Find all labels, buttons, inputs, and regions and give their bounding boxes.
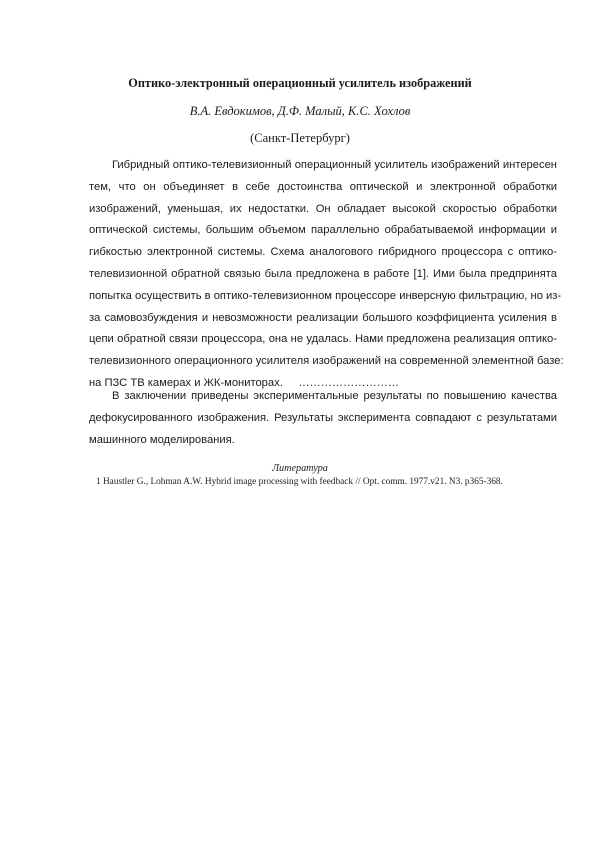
paragraph-line: телевизионной обратной связью была предложена в работе [1]. Ими была предпринята xyxy=(89,267,557,280)
reference-item: 1 Haustler G., Lohman A.W. Hybrid image processing with feedback // Opt. comm. 1977.v21. N3. p365-368. xyxy=(96,477,503,487)
paragraph-line: попытка осуществить в оптико-телевизионном процессоре инверсную фильтрацию, но из- xyxy=(89,289,562,302)
paragraph-line: изображений, уменьшая, их недостатки. Он обладает высокой скоростью обработки xyxy=(89,202,557,215)
paper-authors: В.А. Евдокимов, Д.Ф. Малый, К.С. Хохлов xyxy=(189,104,411,118)
paper-title: Оптико-электронный операционный усилитель изображений xyxy=(128,76,472,90)
paragraph-line: цепи обратной связи процессора, она не удалась. Нами предложена реализация оптико- xyxy=(89,333,557,346)
paragraph-line: дефокусированного изображения. Результаты эксперимента совпадают с результатами xyxy=(89,411,557,424)
paragraph-line: телевизионного операционного усилителя изображений на современной элементной базе: xyxy=(89,355,564,368)
paragraph-line: машинного моделирования. xyxy=(89,433,235,446)
paragraph-line: на ПЗС ТВ камерах и ЖК-мониторах. ……………………… xyxy=(89,376,400,389)
paragraph-line: оптической системы, большим объемом параллельно обрабатываемой информации и xyxy=(89,224,557,237)
paragraph-line: гибкостью электронной системы. Схема аналогового гибридного процессора с оптико- xyxy=(89,246,557,259)
paper-affiliation: (Санкт-Петербург) xyxy=(250,131,350,145)
paragraph-line: Гибридный оптико-телевизионный операционный усилитель изображений интересен xyxy=(112,159,557,171)
paragraph-line: В заключении приведены экспериментальные результаты по повышению качества xyxy=(112,390,557,402)
paragraph-line: тем, что он объединяет в себе достоинства оптической и электронной обработки xyxy=(89,180,557,193)
paragraph-line: за самовозбуждения и невозможности реализации большого коэффициента усиления в xyxy=(89,311,557,324)
paragraph-conclusion xyxy=(89,386,557,451)
literature-heading: Литература xyxy=(272,463,328,474)
paragraph-intro xyxy=(89,155,564,395)
